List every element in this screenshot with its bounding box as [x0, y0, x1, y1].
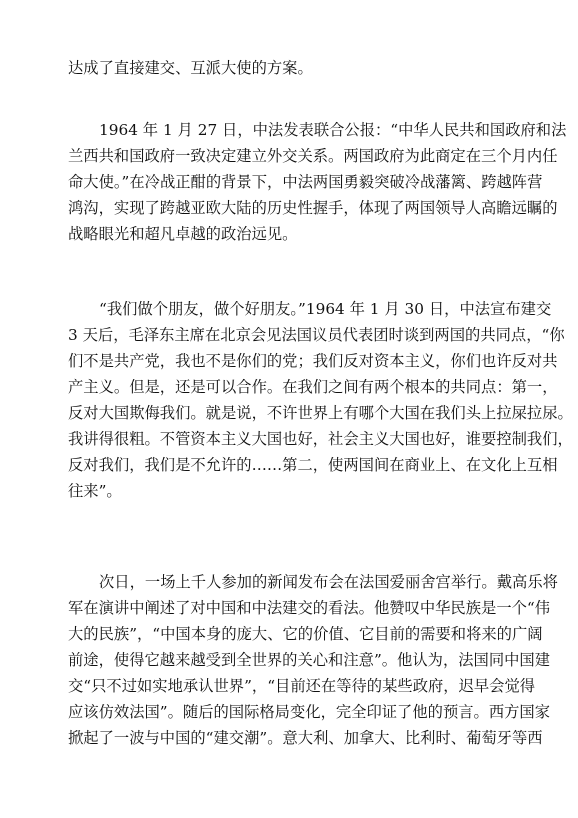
text-line: 前途，使得它越来越受到全世界的关心和注意”。他认为，法国同中国建	[68, 651, 551, 669]
text-line: 达成了直接建交、互派大使的方案。	[68, 59, 313, 77]
paragraph-4	[68, 569, 558, 751]
text-line: 们不是共产党，我也不是你们的党；我们反对资本主义，你们也许反对共	[68, 352, 558, 370]
text-line: 1964 年 1 月 27 日，中法发表联合公报：“中华人民共和国政府和法	[99, 121, 567, 139]
text-line: 掀起了一波与中国的“建交潮”。意大利、加拿大、比利时、葡萄牙等西	[68, 729, 543, 747]
text-line: 交“只不过如实地承认世界”，“目前还在等待的某些政府，迟早会觉得	[68, 677, 536, 695]
text-line: 战略眼光和超凡卓越的政治远见。	[68, 225, 298, 243]
text-line: 鸿沟，实现了跨越亚欧大陆的历史性握手，体现了两国领导人高瞻远瞩的	[68, 199, 558, 217]
text-line: “我们做个朋友，做个好朋友。”1964 年 1 月 30 日，中法宣布建交	[99, 300, 552, 318]
text-line: 军在演讲中阐述了对中国和中法建交的看法。他赞叹中华民族是一个“伟	[68, 599, 551, 617]
text-line: 往来”。	[68, 482, 122, 500]
text-line: 大的民族”，“中国本身的庞大、它的价值、它目前的需要和将来的广阔	[68, 625, 543, 643]
paragraph-1	[68, 55, 516, 81]
text-line: 命大使。”在冷战正酣的背景下，中法两国勇毅突破冷战藩篱、跨越阵营	[68, 173, 543, 191]
text-line: 我讲得很粗。不管资本主义大国也好，社会主义大国也好，谁要控制我们，	[68, 430, 573, 448]
text-line: 应该仿效法国”。随后的国际格局变化，完全印证了他的预言。西方国家	[68, 703, 551, 721]
paragraph-2	[68, 117, 567, 247]
text-line: 反对我们，我们是不允许的……第二，使两国间在商业上、在文化上互相	[68, 456, 558, 474]
text-line: 反对大国欺侮我们。就是说，不许世界上有哪个大国在我们头上拉屎拉尿。	[68, 404, 573, 422]
text-line: 3 天后，毛泽东主席在北京会见法国议员代表团时谈到两国的共同点，“你	[68, 326, 565, 344]
text-line: 次日，一场上千人参加的新闻发布会在法国爱丽舍宫举行。戴高乐将	[99, 573, 558, 591]
text-line: 兰西共和国政府一致决定建立外交关系。两国政府为此商定在三个月内任	[68, 147, 558, 165]
paragraph-3	[68, 296, 573, 504]
text-line: 产主义。但是，还是可以合作。在我们之间有两个根本的共同点：第一，	[68, 378, 558, 396]
